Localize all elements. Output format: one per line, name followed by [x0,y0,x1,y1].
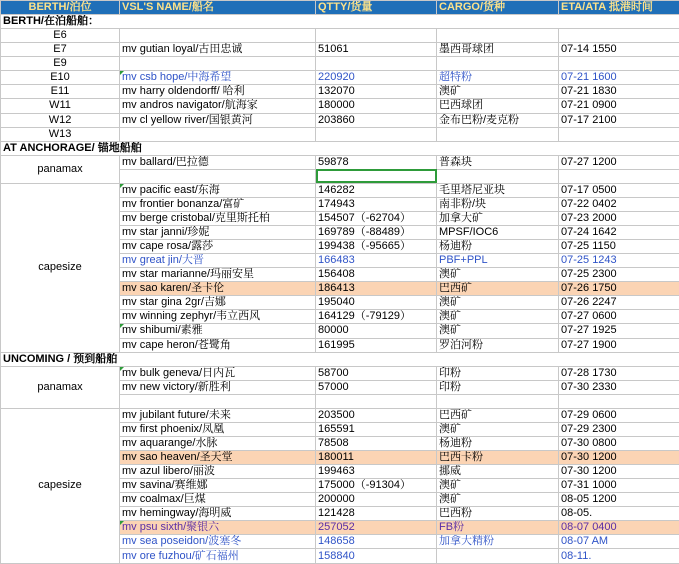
section-incoming [1,352,679,366]
quantity-cell[interactable] [316,394,437,408]
cargo-cell[interactable] [437,57,559,71]
cargo-cell[interactable]: 澳矿 [437,296,559,310]
section-anchorage-label[interactable]: AT ANCHORAGE/ 锚地船舶 [1,141,679,155]
eta-cell[interactable]: 07-21 1830 [559,85,679,99]
vessel-name-cell[interactable]: mv sao karen/圣卡伦 [120,282,316,296]
vessel-name-cell[interactable]: mv hemingway/海明威 [120,507,316,521]
header-row [1,1,679,15]
cargo-cell[interactable]: 澳矿 [437,268,559,282]
cargo-cell[interactable] [437,127,559,141]
cargo-cell[interactable]: 澳矿 [437,85,559,99]
eta-cell[interactable] [559,169,679,183]
cargo-cell[interactable]: 罗泊河粉 [437,338,559,352]
table-row [1,29,679,43]
berth-cell[interactable]: W11 [1,99,120,113]
berth-cell[interactable]: E10 [1,71,120,85]
vessel-name-cell[interactable]: mv ballard/巴拉德 [120,155,316,169]
vessel-name-cell[interactable]: mv frontier bonanza/富矿 [120,197,316,211]
cargo-cell[interactable]: 巴西矿 [437,408,559,422]
cargo-cell[interactable]: 加拿大精粉 [437,535,559,549]
quantity-cell[interactable]: 57000 [316,380,437,394]
cargo-cell[interactable]: 毛里塔尼亚块 [437,183,559,197]
cargo-cell[interactable]: 巴西粉 [437,507,559,521]
cargo-cell[interactable]: 澳矿 [437,422,559,436]
vessel-class-capesize[interactable]: capesize [1,183,120,352]
eta-cell[interactable]: 07-30 1200 [559,465,679,479]
header-berth[interactable]: BERTH/泊位 [1,1,120,15]
vessel-name-cell[interactable]: mv shibumi/素雅 [120,324,316,338]
cargo-cell[interactable]: 澳矿 [437,324,559,338]
quantity-cell[interactable]: 80000 [316,324,437,338]
quantity-cell[interactable]: 169789（-88489） [316,226,437,240]
quantity-cell[interactable]: 59878 [316,155,437,169]
eta-cell[interactable]: 07-25 1243 [559,254,679,268]
eta-cell[interactable] [559,57,679,71]
quantity-cell[interactable]: 148658 [316,535,437,549]
cargo-cell[interactable]: 印粉 [437,380,559,394]
vessel-name-cell[interactable]: mv psu sixth/聚银六 [120,521,316,535]
vessel-name-cell[interactable]: mv gutian loyal/古田忠诚 [120,43,316,57]
quantity-cell[interactable]: 166483 [316,254,437,268]
table-row [1,127,679,141]
vessel-name-cell[interactable]: mv coalmax/巨煤 [120,493,316,507]
quantity-cell[interactable]: 164129（-79129） [316,310,437,324]
quantity-cell[interactable]: 180000 [316,99,437,113]
quantity-cell[interactable]: 199463 [316,465,437,479]
quantity-cell[interactable]: 200000 [316,493,437,507]
vessel-name-cell[interactable]: mv star janni/珍妮 [120,226,316,240]
quantity-cell[interactable]: 174943 [316,197,437,211]
eta-cell[interactable]: 07-22 0402 [559,197,679,211]
quantity-cell[interactable] [316,29,437,43]
table-row [1,155,679,169]
quantity-cell[interactable] [316,169,437,183]
eta-cell[interactable]: 08-11. [559,549,679,564]
cargo-cell[interactable]: FB粉 [437,521,559,535]
quantity-cell[interactable]: 154507（-62704） [316,211,437,225]
eta-cell[interactable]: 08-07 AM [559,535,679,549]
vessel-class-panamax[interactable]: panamax [1,155,120,183]
header-qtty[interactable]: QTTY/货量 [316,1,437,15]
eta-cell[interactable]: 07-17 2100 [559,113,679,127]
quantity-cell[interactable] [316,57,437,71]
table-row [1,366,679,380]
vessel-name-cell[interactable]: mv jubilant future/未来 [120,408,316,422]
vessel-name-cell[interactable]: mv cape rosa/露莎 [120,240,316,254]
cargo-cell[interactable]: 巴西矿 [437,282,559,296]
header-vessel[interactable]: VSL'S NAME/船名 [120,1,316,15]
berth-cell[interactable]: W12 [1,113,120,127]
vessel-name-cell[interactable]: mv pacific east/东海 [120,183,316,197]
vessel-class-capesize[interactable]: capesize [1,408,120,563]
vessel-name-cell[interactable]: mv bulk geneva/日内瓦 [120,366,316,380]
eta-cell[interactable]: 07-26 2247 [559,296,679,310]
berth-cell[interactable]: E11 [1,85,120,99]
eta-cell[interactable]: 07-29 2300 [559,422,679,436]
eta-cell[interactable] [559,29,679,43]
vessel-name-cell[interactable]: mv ore fuzhou/矿石福州 [120,549,316,564]
eta-cell[interactable]: 07-29 0600 [559,408,679,422]
vessel-name-cell[interactable] [120,394,316,408]
eta-cell[interactable]: 07-17 0500 [559,183,679,197]
header-eta[interactable]: ETA/ATA 抵港时间 [559,1,679,15]
vessel-name-cell[interactable] [120,169,316,183]
eta-cell[interactable]: 07-24 1642 [559,226,679,240]
section-berth [1,15,679,29]
quantity-cell[interactable]: 203500 [316,408,437,422]
cargo-cell[interactable] [437,394,559,408]
eta-cell[interactable]: 08-07 0400 [559,521,679,535]
section-incoming-label[interactable]: UNCOMING / 预到船舶 [1,352,679,366]
berth-cell[interactable]: W13 [1,127,120,141]
eta-cell[interactable]: 07-14 1550 [559,43,679,57]
quantity-cell[interactable]: 165591 [316,422,437,436]
cargo-cell[interactable] [437,549,559,564]
vessel-name-cell[interactable]: mv berge cristobal/克里斯托柏 [120,211,316,225]
cargo-cell[interactable] [437,169,559,183]
quantity-cell[interactable] [316,127,437,141]
vessel-name-cell[interactable]: mv cl yellow river/国银黄河 [120,113,316,127]
eta-cell[interactable]: 07-25 1150 [559,240,679,254]
vessel-name-cell[interactable]: mv winning zephyr/韦立西风 [120,310,316,324]
vessel-name-cell[interactable]: mv csb hope/中海希望 [120,71,316,85]
cargo-cell[interactable]: 澳矿 [437,493,559,507]
eta-cell[interactable]: 07-27 1900 [559,338,679,352]
cargo-cell[interactable]: 澳矿 [437,479,559,493]
table-row [1,99,679,113]
eta-cell[interactable]: 07-30 0800 [559,436,679,450]
quantity-cell[interactable]: 121428 [316,507,437,521]
cargo-cell[interactable]: 普森块 [437,155,559,169]
quantity-cell[interactable]: 158840 [316,549,437,564]
eta-cell[interactable]: 07-21 0900 [559,99,679,113]
eta-cell[interactable]: 07-27 0600 [559,310,679,324]
vessel-name-cell[interactable]: mv harry oldendorff/ 哈利 [120,85,316,99]
vessel-name-cell[interactable]: mv cape heron/苍鹭角 [120,338,316,352]
cargo-cell[interactable]: 巴西卡粉 [437,451,559,465]
vessel-name-cell[interactable]: mv aquarange/水脉 [120,436,316,450]
section-anchorage [1,141,679,155]
quantity-cell[interactable]: 220920 [316,71,437,85]
table-row [1,408,679,422]
quantity-cell[interactable]: 203860 [316,113,437,127]
quantity-cell[interactable]: 58700 [316,366,437,380]
vessel-name-cell[interactable]: mv savina/赛维娜 [120,479,316,493]
cargo-cell[interactable]: 杨迪粉 [437,436,559,450]
quantity-cell[interactable]: 186413 [316,282,437,296]
header-cargo[interactable]: CARGO/货种 [437,1,559,15]
cargo-cell[interactable]: MPSF/IOC6 [437,226,559,240]
vessel-name-cell[interactable] [120,127,316,141]
table-row [1,57,679,71]
quantity-cell[interactable]: 195040 [316,296,437,310]
eta-cell[interactable]: 07-27 1200 [559,155,679,169]
eta-cell[interactable]: 07-25 2300 [559,268,679,282]
eta-cell[interactable]: 08-05 1200 [559,493,679,507]
vessel-name-cell[interactable]: mv star marianne/玛丽安星 [120,268,316,282]
quantity-cell[interactable]: 161995 [316,338,437,352]
eta-cell[interactable]: 07-30 1200 [559,451,679,465]
cargo-cell[interactable]: 杨迪粉 [437,240,559,254]
eta-cell[interactable] [559,127,679,141]
cargo-cell[interactable] [437,29,559,43]
vessel-name-cell[interactable]: mv sao heaven/圣天堂 [120,451,316,465]
eta-cell[interactable]: 07-30 2330 [559,380,679,394]
cargo-cell[interactable]: 澳矿 [437,310,559,324]
quantity-cell[interactable]: 180011 [316,451,437,465]
quantity-cell[interactable]: 199438（-95665） [316,240,437,254]
table-row [1,113,679,127]
vessel-name-cell[interactable]: mv sea poseidon/波塞冬 [120,535,316,549]
table-row [1,43,679,57]
vessel-name-cell[interactable]: mv andros navigator/航海家 [120,99,316,113]
quantity-cell[interactable]: 146282 [316,183,437,197]
cargo-cell[interactable]: 巴西球团 [437,99,559,113]
vessel-name-cell[interactable] [120,29,316,43]
quantity-cell[interactable]: 257052 [316,521,437,535]
eta-cell[interactable]: 08-05. [559,507,679,521]
eta-cell[interactable]: 07-27 1925 [559,324,679,338]
vessel-class-panamax[interactable]: panamax [1,366,120,408]
cargo-cell[interactable]: PBF+PPL [437,254,559,268]
quantity-cell[interactable]: 156408 [316,268,437,282]
vessel-name-cell[interactable]: mv azul libero/丽波 [120,465,316,479]
vessel-name-cell[interactable]: mv star gina 2gr/吉娜 [120,296,316,310]
eta-cell[interactable] [559,394,679,408]
eta-cell[interactable]: 07-23 2000 [559,211,679,225]
vessel-name-cell[interactable]: mv first phoenix/凤凰 [120,422,316,436]
eta-cell[interactable]: 07-31 1000 [559,479,679,493]
berth-cell[interactable]: E7 [1,43,120,57]
section-berth-label[interactable]: BERTH/在泊船舶： [1,15,679,29]
vessel-name-cell[interactable] [120,57,316,71]
cargo-cell[interactable]: 超特粉 [437,71,559,85]
vessel-name-cell[interactable]: mv great jin/大晋 [120,254,316,268]
cargo-cell[interactable]: 加拿大矿 [437,211,559,225]
eta-cell[interactable]: 07-28 1730 [559,366,679,380]
cargo-cell[interactable]: 印粉 [437,366,559,380]
quantity-cell[interactable]: 175000（-91304） [316,479,437,493]
berth-cell[interactable]: E6 [1,29,120,43]
quantity-cell[interactable]: 78508 [316,436,437,450]
table-row [1,71,679,85]
cargo-cell[interactable]: 金布巴粉/麦克粉 [437,113,559,127]
vessel-name-cell[interactable]: mv new victory/新胜利 [120,380,316,394]
spreadsheet-body [1,1,679,564]
cargo-cell[interactable]: 挪威 [437,465,559,479]
eta-cell[interactable]: 07-26 1750 [559,282,679,296]
berth-cell[interactable]: E9 [1,57,120,71]
cargo-cell[interactable]: 墨西哥球团 [437,43,559,57]
eta-cell[interactable]: 07-21 1600 [559,71,679,85]
table-row [1,85,679,99]
quantity-cell[interactable]: 132070 [316,85,437,99]
cargo-cell[interactable]: 南非粉/块 [437,197,559,211]
quantity-cell[interactable]: 51061 [316,43,437,57]
table-row [1,183,679,197]
